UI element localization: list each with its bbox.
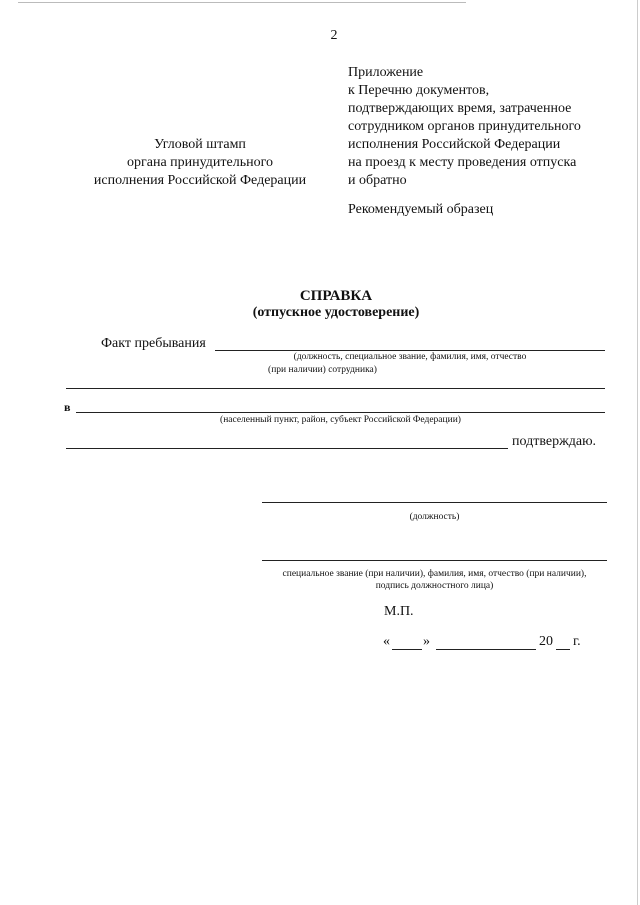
appendix-line: Приложение — [348, 65, 424, 80]
page-number: 2 — [330, 28, 338, 43]
scan-border-top — [18, 2, 466, 3]
stay-fact-label: Факт пребывания — [101, 336, 206, 351]
document-subtitle: (отпускное удостоверение) — [252, 305, 420, 320]
person-input-line-2[interactable] — [66, 388, 605, 389]
date-year-suffix: г. — [573, 634, 581, 649]
signer-caption-continued: подпись должностного лица) — [375, 581, 494, 591]
stamp-line: исполнения Российской Федерации — [93, 173, 307, 188]
place-input-line-2[interactable] — [66, 448, 508, 449]
person-caption: (должность, специальное звание, фамилия, имя, отчество — [293, 352, 527, 362]
position-caption: (должность) — [409, 512, 460, 522]
person-input-line[interactable] — [215, 350, 605, 351]
in-label: в — [64, 400, 71, 414]
date-year-line[interactable] — [556, 649, 570, 650]
date-open-quote: « — [383, 634, 390, 649]
date-close-quote: » — [423, 634, 430, 649]
place-caption: (населенный пункт, район, субъект Российской Федерации) — [220, 415, 461, 425]
stamp-line: органа принудительного — [127, 155, 273, 170]
position-input-line[interactable] — [262, 502, 607, 503]
appendix-line: подтверждающих время, затраченное — [348, 101, 572, 116]
stamp-line: Угловой штамп — [154, 137, 246, 152]
person-caption-continued: (при наличии) сотрудника) — [268, 365, 377, 375]
document-title: СПРАВКА — [299, 288, 373, 304]
appendix-block — [348, 64, 628, 190]
confirm-text: подтверждаю. — [512, 434, 597, 449]
signer-input-line[interactable] — [262, 560, 607, 561]
date-day-line[interactable] — [392, 649, 422, 650]
appendix-line: сотрудником органов принудительного — [348, 119, 581, 134]
appendix-line: исполнения Российской Федерации — [348, 137, 561, 152]
sample-label: Рекомендуемый образец — [348, 202, 494, 217]
appendix-line: на проезд к месту проведения отпуска — [348, 155, 577, 170]
corner-stamp-block — [60, 136, 340, 190]
scan-border-right — [637, 0, 638, 905]
seal-label: М.П. — [384, 604, 414, 619]
signer-caption: специальное звание (при наличии), фамилия, имя, отчество (при наличии), — [282, 569, 587, 579]
appendix-line: и обратно — [348, 173, 407, 188]
date-month-line[interactable] — [436, 649, 536, 650]
place-input-line[interactable] — [76, 412, 605, 413]
date-year-prefix: 20 — [539, 634, 553, 649]
appendix-line: к Перечню документов, — [348, 83, 490, 98]
